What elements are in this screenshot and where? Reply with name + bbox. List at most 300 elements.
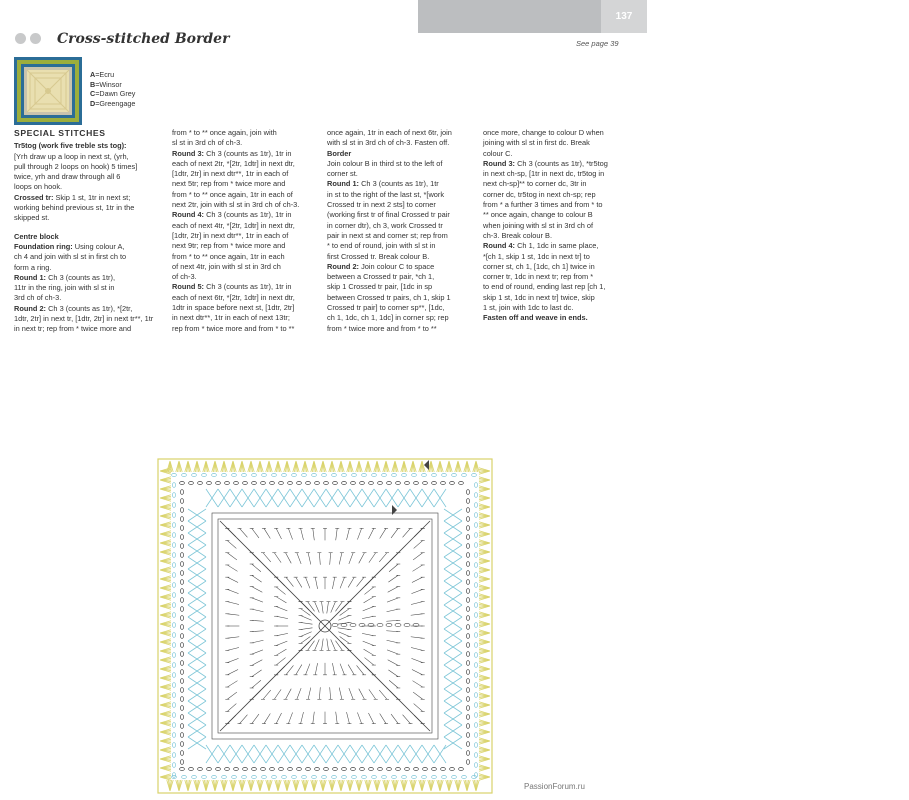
chain-stitch (172, 773, 175, 778)
treble-stitch (369, 689, 376, 699)
treble-stitch (274, 553, 281, 563)
chain-stitch (198, 481, 203, 484)
pattern-column-4: once more, change to colour D when joining with sl st in first dc. Break colour C. Round 3: Ch 3 (counts as 1tr), *tr5tog in next ch-sp, [1tr in next dc, tr5tog in next ch-sp]** to corner dc, 3tr in corner dc, tr5tog in next ch-sp; rep from * a further 3 times and from * to ** once again, change to colour B when joining with sl st in 3rd ch of ch-3. Break colour B. Round 4: Ch 1, 1dc in same place, *[ch 1, skip 1 st, 1dc in next tr] to corner st, ch 1, [1dc, ch 1] twice in corner tr, 1dc in next tr; rep from * to end of round, ending last rep [ch 1, skip 1 st, 1dc in next tr] twice, skip 1 st, join with 1dc to last dc. Fasten off and weave in ends. (483, 128, 633, 324)
treble-stitch (308, 688, 311, 700)
instruction-line: [Yrh draw up a loop in next st, (yrh, (14, 151, 129, 161)
chain-stitch (324, 767, 329, 770)
instruction-line: ch-3. Break colour B. (483, 230, 553, 240)
chain-stitch (292, 473, 297, 476)
chain-stitch (414, 481, 419, 484)
instruction-line: * to end of round, join with sl st in (327, 241, 436, 251)
treble-stitch (313, 528, 314, 540)
instruction-line: sl st in 3rd ch of ch-3. (172, 138, 243, 148)
chain-stitch (282, 775, 287, 778)
chain-stitch (172, 603, 175, 608)
instruction-line: Join colour B in third st to the left of (327, 158, 443, 168)
treble-stitch (288, 528, 292, 539)
treble-stitch (414, 541, 423, 549)
treble-stitch (322, 639, 324, 651)
instruction-line: Crossed tr in next 2 sts] to corner (327, 200, 436, 210)
treble-stitch (364, 597, 374, 603)
direction-arrow-icon (392, 505, 397, 515)
treble-stitch (348, 577, 354, 587)
chain-stitch (474, 483, 477, 488)
chain-stitch (180, 634, 183, 639)
treble-stitch (286, 665, 293, 674)
chain-stitch (182, 473, 187, 476)
treble-stitch (296, 665, 302, 675)
instruction-line: (working first tr of final Crossed tr pair (327, 210, 450, 220)
chain-stitch (172, 583, 175, 588)
treble-stitch (338, 616, 349, 621)
chain-stitch (474, 623, 477, 628)
chain-stitch (474, 633, 477, 638)
treble-stitch (391, 528, 398, 538)
treble-stitch (327, 602, 329, 614)
instruction-lines (14, 314, 166, 335)
treble-stitch (301, 528, 304, 540)
chain-stitch (180, 589, 183, 594)
chain-stitch (207, 767, 212, 770)
instruction-line: working behind previous st, 1tr in the (14, 203, 135, 213)
treble-stitch (252, 660, 263, 666)
chain-stitch (172, 493, 175, 498)
treble-stitch (252, 714, 259, 724)
chain-stitch (172, 543, 175, 548)
treble-stitch (403, 528, 411, 537)
chain-stitch (474, 653, 477, 658)
chain-stitch (369, 481, 374, 484)
chain-stitch (466, 553, 469, 558)
chain-stitch (262, 473, 267, 476)
chain-stitch (466, 697, 469, 702)
treble-stitch (276, 587, 285, 594)
border-heading: Border (327, 148, 352, 158)
chain-stitch (232, 473, 237, 476)
page-title: Cross-stitched Border (57, 31, 230, 47)
instruction-line: in next ch-sp, [1tr in next dc, tr5tog in (483, 169, 605, 179)
instruction-line: once more, change to colour D when (483, 128, 604, 137)
pattern-column-1: SPECIAL STITCHES Tr5tog (work five treble sts tog): [Yrh draw up a loop in next st, (yrh, pull through 2 loops on hook) 5 times] twice, yrh and draw through all 6 loops on hook. Crossed tr: Skip 1 st, 1tr in next st; working behind previous st, 1tr in the skipped st. Centre block Foundation ring: Using colour A, ch 4 and join with sl st in first ch to form a ring. Round 1: Ch 3 (counts as 1tr), 11tr in the ring, join with sl st in 3rd ch of ch-3. Round 2: Ch 3 (counts as 1tr), *[2tr, 1dtr, 2tr] in next tr, [1dtr, 2tr] in next tr**, 1tr in next tr; rep from * twice more and (14, 128, 166, 335)
chain-stitch (172, 593, 175, 598)
instruction-line: 1 st, join with 1dc to last dc. (483, 303, 574, 313)
see-page-reference: See page 39 (576, 39, 619, 48)
treble-stitch (414, 715, 422, 723)
chain-stitch (382, 473, 387, 476)
chain-stitch (172, 533, 175, 538)
chain-stitch (362, 775, 367, 778)
chain-stitch (466, 535, 469, 540)
chain-stitch (474, 613, 477, 618)
chain-stitch (180, 670, 183, 675)
chain-stitch (474, 513, 477, 518)
treble-stitch (227, 669, 238, 674)
instruction-line: in next tr; rep from * twice more and (14, 324, 132, 334)
legend-item: A=Ecru (90, 70, 115, 79)
treble-stitch (387, 640, 399, 643)
direction-arrow-icon (424, 460, 429, 470)
chain-stitch (342, 473, 347, 476)
chain-stitch (474, 493, 477, 498)
chain-stitch (180, 652, 183, 657)
treble-stitch (252, 587, 263, 593)
chain-stitch (351, 767, 356, 770)
treble-stitch (264, 713, 270, 723)
chain-stitch (202, 775, 207, 778)
treble-stitch (315, 639, 320, 650)
chain-stitch (302, 775, 307, 778)
instruction-line: each of next 6tr, *[2tr, 1dtr] in next dtr, (172, 292, 295, 302)
instruction-lines (327, 190, 479, 262)
treble-stitch (252, 680, 261, 688)
chain-stitch (352, 775, 357, 778)
chain-stitch (392, 775, 397, 778)
instruction-line: ch 1, 1dc, ch 1, 1dc] in corner sp; rep (327, 313, 449, 323)
treble-stitch (301, 712, 304, 724)
treble-stitch (362, 616, 374, 618)
instruction-line: in next dtr**, 1tr in each of next 13tr; (172, 313, 290, 323)
chain-stitch (172, 563, 175, 568)
chain-stitch (474, 673, 477, 678)
treble-stitch (357, 528, 361, 539)
treble-stitch (369, 553, 376, 563)
chain-stitch (261, 767, 266, 770)
chain-stitch (243, 481, 248, 484)
chain-stitch (352, 473, 357, 476)
instruction-line: next 5tr; rep from * twice more and (172, 179, 286, 189)
instruction-line: skip 1 st, 1dc in next tr] twice, skip (483, 292, 595, 302)
instruction-line: with sl st in 3rd ch of ch-3. Fasten off. (327, 138, 450, 148)
chain-stitch (288, 481, 293, 484)
chain-stitch (377, 623, 383, 626)
chain-stitch (474, 643, 477, 648)
chain-stitch (172, 633, 175, 638)
instruction-line: between a Crossed tr pair, *ch 1, (327, 272, 435, 282)
treble-stitch (252, 528, 259, 538)
treble-stitch (330, 553, 331, 565)
chain-stitch (474, 683, 477, 688)
chain-stitch (350, 623, 356, 626)
section-title: SPECIAL TECHNIQUES (844, 10, 909, 32)
chain-stitch (474, 503, 477, 508)
treble-stitch (332, 663, 334, 675)
chain-stitch (474, 753, 477, 758)
instruction-line: ch 4 and join with sl st in first ch to (14, 252, 127, 262)
chain-stitch (404, 623, 410, 626)
treble-stitch (363, 606, 374, 610)
chain-stitch (395, 623, 401, 626)
chain-stitch (180, 724, 183, 729)
treble-stitch (263, 553, 271, 562)
treble-stitch (340, 664, 344, 675)
treble-stitch (308, 553, 311, 565)
treble-stitch (412, 681, 422, 687)
chain-stitch (252, 473, 257, 476)
instruction-line: next 2tr, join with sl st in 3rd ch of ch-3. (172, 200, 300, 210)
chain-stitch (466, 625, 469, 630)
chain-stitch (396, 767, 401, 770)
chain-stitch (180, 607, 183, 612)
treble-stitch (380, 713, 386, 723)
treble-stitch (276, 641, 287, 645)
chain-stitch (192, 473, 197, 476)
treble-stitch (349, 688, 353, 699)
final-instruction: Fasten off and weave in ends. (483, 313, 588, 323)
chain-stitch (180, 751, 183, 756)
chain-stitch (297, 767, 302, 770)
chain-stitch (172, 753, 175, 758)
chain-stitch (405, 481, 410, 484)
chain-stitch (466, 571, 469, 576)
chain-stitch (332, 473, 337, 476)
chain-stitch (180, 697, 183, 702)
chain-stitch (466, 490, 469, 495)
chain-stitch (332, 623, 338, 626)
chain-stitch (180, 571, 183, 576)
treble-stitch (276, 577, 284, 585)
chain-stitch (466, 526, 469, 531)
chain-stitch (322, 473, 327, 476)
treble-stitch (240, 715, 248, 724)
chain-stitch (225, 767, 230, 770)
treble-stitch (388, 670, 398, 677)
chain-stitch (442, 775, 447, 778)
treble-stitch (227, 589, 238, 593)
treble-stitch (252, 691, 260, 699)
treble-stitch (276, 633, 288, 635)
instruction-line: in corner dtr), ch 3, work Crossed tr (327, 220, 443, 230)
treble-stitch (347, 712, 350, 724)
chain-stitch (474, 603, 477, 608)
chain-stitch (292, 775, 297, 778)
treble-stitch (340, 577, 344, 588)
instruction-lines (14, 283, 166, 304)
chain-stitch (212, 775, 217, 778)
treble-stitch (240, 528, 248, 537)
chain-stitch (386, 623, 392, 626)
chain-stitch (189, 767, 194, 770)
chain-stitch (333, 767, 338, 770)
treble-stitch (368, 528, 373, 539)
treble-stitch (305, 664, 309, 675)
treble-stitch (297, 688, 301, 699)
chain-stitch (369, 767, 374, 770)
treble-stitch (388, 660, 399, 666)
chain-stitch (405, 767, 410, 770)
treble-stitch (390, 691, 398, 699)
chain-stitch (180, 715, 183, 720)
chain-stitch (392, 473, 397, 476)
treble-stitch (227, 528, 235, 536)
chain-stitch (474, 563, 477, 568)
treble-stitch (252, 640, 264, 643)
instruction-line: [1dtr, 2tr] in next dtr**, 1tr in each of (172, 230, 289, 240)
legend-item: D=Greengage (90, 98, 136, 108)
instruction-line: next ch-sp]** to corner dc, 3tr in (483, 179, 587, 189)
chain-stitch (474, 523, 477, 528)
treble-stitch (339, 553, 342, 565)
chain-stitch (180, 499, 183, 504)
instruction-line: from * to ** once again, 1tr in each of (172, 189, 293, 199)
chain-stitch (180, 562, 183, 567)
instruction-line: once again, 1tr in each of next 6tr, join (327, 128, 452, 137)
chain-stitch (222, 775, 227, 778)
treble-stitch (227, 692, 237, 699)
treble-stitch (359, 553, 365, 564)
chain-stitch (466, 760, 469, 765)
instruction-line: first Crossed tr. Break colour B. (327, 251, 430, 261)
instruction-line: loops on hook. (14, 182, 63, 192)
instruction-line: next 9tr; rep from * twice more and (172, 241, 286, 251)
treble-stitch (387, 598, 398, 602)
treble-stitch (313, 712, 314, 724)
instruction-lines (14, 152, 166, 193)
special-stitches-heading: SPECIAL STITCHES (14, 128, 106, 138)
instruction-lines (327, 128, 479, 149)
chain-stitch (362, 473, 367, 476)
chain-stitch (279, 481, 284, 484)
treble-stitch (315, 577, 317, 589)
chain-stitch (466, 616, 469, 621)
treble-stitch (336, 712, 337, 724)
treble-stitch (391, 714, 398, 724)
instruction-lines (172, 293, 322, 334)
chain-stitch (432, 767, 437, 770)
centre-block-heading: Centre block (14, 231, 59, 241)
chain-stitch (192, 775, 197, 778)
treble-stitch (339, 688, 342, 700)
chain-stitch (172, 613, 175, 618)
instruction-line: *[ch 1, skip 1 st, 1dc in next tr] to (483, 251, 590, 261)
instruction-line: pull through 2 loops on hook) 5 times] (14, 161, 138, 171)
chain-stitch (172, 673, 175, 678)
chain-stitch (474, 693, 477, 698)
instruction-lines (483, 128, 633, 159)
treble-stitch (331, 639, 336, 650)
instruction-line: Crossed tr pair] to corner sp**, [1dc, (327, 303, 445, 313)
chain-stitch (402, 473, 407, 476)
instruction-line: each of next 2tr, *[2tr, 1dtr] in next dtr, (172, 158, 295, 168)
chain-stitch (441, 767, 446, 770)
chain-stitch (474, 703, 477, 708)
treble-stitch (301, 616, 312, 621)
chain-stitch (332, 775, 337, 778)
chain-stitch (172, 693, 175, 698)
chain-stitch (180, 508, 183, 513)
treble-stitch (380, 528, 386, 538)
treble-stitch (330, 687, 331, 699)
chain-stitch (180, 760, 183, 765)
legend-item: C=Dawn Grey (90, 89, 136, 99)
chain-stitch (382, 775, 387, 778)
treble-stitch (412, 577, 423, 582)
chain-stitch (252, 767, 257, 770)
chain-stitch (387, 767, 392, 770)
treble-stitch (411, 602, 423, 605)
chain-stitch (202, 473, 207, 476)
instruction-line: 1dtr, 2tr] in next tr, [1dtr, 2tr] in next tr**, 1tr (14, 314, 154, 324)
treble-stitch (227, 602, 239, 605)
chain-stitch (441, 481, 446, 484)
treble-stitch (389, 680, 398, 688)
chain-stitch (360, 481, 365, 484)
chain-stitch (270, 767, 275, 770)
chain-stitch (242, 775, 247, 778)
chain-stitch (466, 589, 469, 594)
instruction-line: colour C. (483, 148, 513, 158)
chain-stitch (342, 767, 347, 770)
chain-stitch (466, 688, 469, 693)
chain-stitch (466, 652, 469, 657)
instruction-line: when joining with sl st in 3rd ch of (483, 220, 594, 230)
instruction-lines (172, 221, 322, 283)
treble-stitch (252, 598, 263, 602)
chain-stitch (466, 607, 469, 612)
treble-stitch (227, 704, 236, 712)
treble-stitch (411, 648, 423, 651)
chain-stitch (225, 481, 230, 484)
treble-stitch (332, 577, 334, 589)
treble-stitch (276, 616, 288, 618)
treble-stitch (357, 577, 364, 586)
treble-stitch (413, 553, 423, 560)
instruction-lines (483, 252, 633, 314)
chain-stitch (472, 473, 477, 476)
chain-stitch (216, 481, 221, 484)
chain-stitch (432, 775, 437, 778)
chain-stitch (466, 598, 469, 603)
chain-stitch (180, 481, 185, 484)
treble-stitch (336, 528, 337, 540)
treble-stitch (389, 564, 398, 572)
chain-stitch (272, 473, 277, 476)
chain-stitch (315, 767, 320, 770)
chain-stitch (180, 598, 183, 603)
instruction-line: corner st. (327, 169, 358, 179)
chain-stitch (452, 775, 457, 778)
treble-stitch (412, 669, 423, 674)
treble-stitch (368, 713, 373, 724)
chain-stitch (423, 481, 428, 484)
chain-stitch (474, 763, 477, 768)
chain-stitch (466, 751, 469, 756)
instruction-line: twice, yrh and draw through all 6 (14, 172, 121, 182)
chain-stitch (466, 715, 469, 720)
treble-stitch (379, 690, 387, 699)
chain-stitch (459, 767, 464, 770)
treble-stitch (411, 658, 422, 662)
chain-stitch (172, 733, 175, 738)
chain-stitch (466, 544, 469, 549)
chain-stitch (342, 481, 347, 484)
circle-icon (15, 33, 26, 44)
instruction-lines (172, 159, 322, 210)
chain-stitch (450, 481, 455, 484)
chain-stitch (180, 580, 183, 585)
chain-stitch (422, 775, 427, 778)
treble-stitch (327, 639, 329, 651)
chain-stitch (180, 688, 183, 693)
treble-stitch (388, 587, 399, 593)
colour-legend (90, 70, 135, 108)
treble-stitch (227, 577, 238, 582)
instruction-line: [1dtr, 2tr] in next dtr**, 1tr in each of (172, 169, 289, 179)
treble-stitch (252, 553, 260, 561)
chain-stitch (180, 733, 183, 738)
pattern-column-2: from * to ** once again, join with sl st in 3rd ch of ch-3. Round 3: Ch 3 (counts as 1tr), 1tr in each of next 2tr, *[2tr, 1dtr] in next dtr, [1dtr, 2tr] in next dtr**, 1tr in each of next 5tr; rep from * twice more and from * to ** once again, 1tr in each of next 2tr, join with sl st in 3rd ch of ch-3. Round 4: Ch 3 (counts as 1tr), 1tr in each of next 4tr, *[2tr, 1dtr] in next dtr, [1dtr, 2tr] in next dtr**, 1tr in each of next 9tr; rep from * twice more and from * to ** once again, 1tr in each of next 4tr, join with sl st in 3rd ch of ch-3. Round 5: Ch 3 (counts as 1tr), 1tr in each of next 6tr, *[2tr, 1dtr] in next dtr, 1dtr in space before next st, [1dtr, 2tr] in next dtr**, 1tr in each of next 13tr; rep from * twice more and from * to ** (172, 128, 322, 334)
chain-stitch (452, 473, 457, 476)
chain-stitch (450, 767, 455, 770)
